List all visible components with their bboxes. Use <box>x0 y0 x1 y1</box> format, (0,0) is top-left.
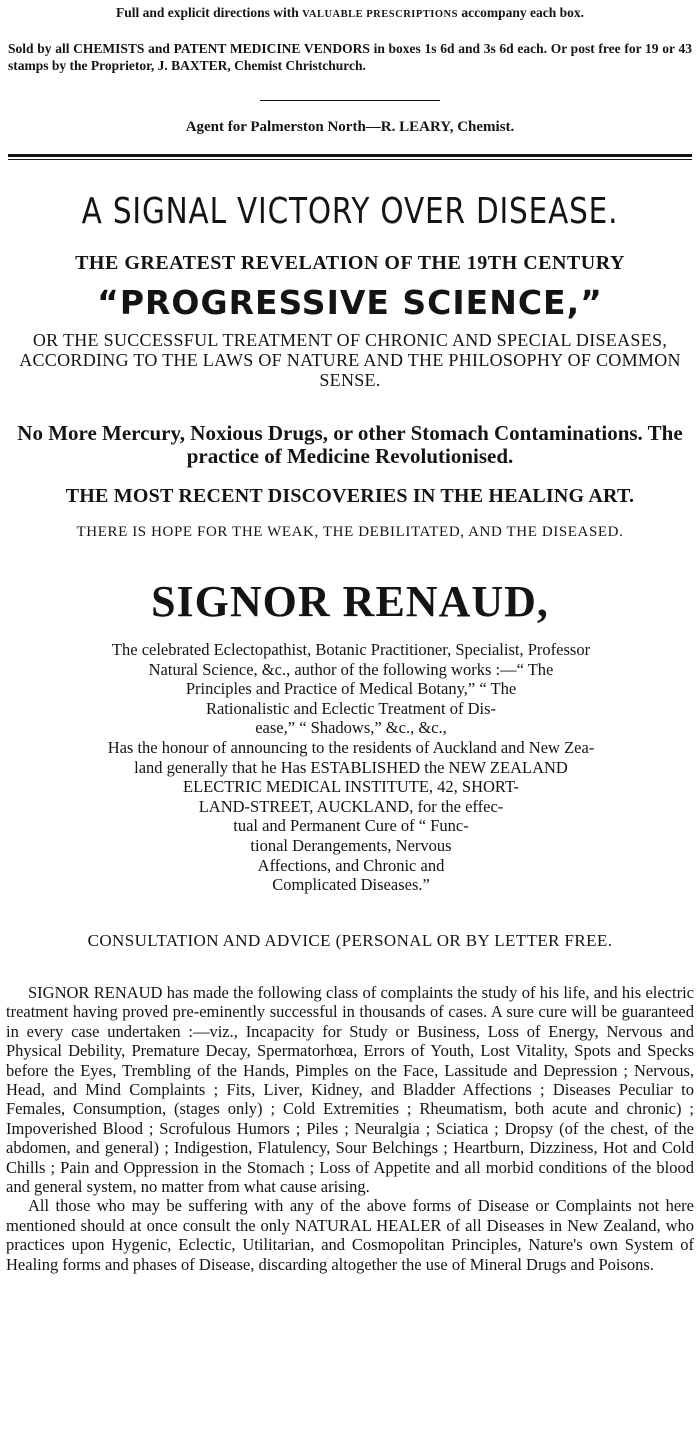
thin-divider <box>8 159 692 160</box>
bio-line: Affections, and Chronic and <box>257 855 445 875</box>
consultation-heading: CONSULTATION AND ADVICE (PERSONAL OR BY LETTER FREE. <box>87 931 613 950</box>
directions-caps: VALUABLE PRESCRIPTIONS <box>302 9 458 20</box>
bio-line: Complicated Diseases.” <box>272 875 430 895</box>
directions-pre: Full and explicit directions with <box>116 5 299 20</box>
progressive-science-title: “PROGRESSIVE SCIENCE,” <box>97 283 603 322</box>
complaints-paragraph: SIGNOR RENAUD has made the following class of complaints the study of his life, and his electric treatment having proved pre-eminently successful in thousands of cases. A sure cure will be guaranteed in every case undertaken :—viz., Incapacity for Study or Business, Loss of Energy, Nervous and Physical Debility, Premature Decay, Spermatorhœa, Errors of Youth, Lost Vitality, Spots and Specks before the Eyes, Trembling of the Hands, Pimples on the Face, Lassitude and Depression ; Nervous, Head, and Mind Complaints ; Fits, Liver, Kidney, and Bladder Affections ; Diseases Peculiar to Females, Consumption, (stages only) ; Cold Extremities ; Rheumatism, both acute and chronic) ; Impoverished Blood ; Scrofulous Humors ; Piles ; Neuralgia ; Sciatica ; Dropsy (of the chest, of the abdomen, and general) ; Indigestion, Flatulency, Sour Belchings ; Heartburn, Dizziness, Hot and Cold Chills ; Pain and Oppression in the Stomach ; Loss of Appetite and all morbid conditions of the blood and general system, no matter from what cause arising. <box>6 983 694 1197</box>
bio-line: The celebrated Eclectopathist, Botanic Practitioner, Specialist, Professor <box>111 640 591 659</box>
bio-line: tual and Permanent Cure of “ Func- <box>233 816 469 836</box>
bio-line: Principles and Practice of Medical Botany,” “ The <box>185 679 517 699</box>
bio-line: ELECTRIC MEDICAL INSTITUTE, 42, SHORT- <box>182 777 520 797</box>
short-divider <box>260 100 440 101</box>
recent-discoveries-line: THE MOST RECENT DISCOVERIES IN THE HEALING ART. <box>65 485 635 507</box>
hope-line: THERE IS HOPE FOR THE WEAK, THE DEBILITATED, AND THE DISEASED. <box>76 524 624 540</box>
advert-body <box>6 983 694 1274</box>
revelation-line: THE GREATEST REVELATION OF THE 19TH CENTURY <box>75 252 625 274</box>
agent-notice: Agent for Palmerston North—R. LEARY, Chemist. <box>185 119 515 135</box>
bio-line: LAND-STREET, AUCKLAND, for the effec- <box>198 796 504 816</box>
natural-healer-paragraph: All those who may be suffering with any of the above forms of Disease or Complaints not here mentioned should at once consult the only NATURAL HEALER of all Diseases in New Zealand, who practices upon Hygenic, Eclectic, Utilitarian, and Cosmopolitan Principles, Nature's own System of Healing forms and phases of Disease, discarding altogether the use of Mineral Drugs and Poisons. <box>6 1196 694 1274</box>
bio-line: Has the honour of announcing to the residents of Auckland and New Zea- <box>107 737 595 757</box>
directions-line <box>10 4 690 24</box>
bio-line: ease,” “ Shadows,” &c., &c., <box>255 718 447 738</box>
directions-post: accompany each box. <box>461 5 584 20</box>
bio-line: land generally that he Has ESTABLISHED the NEW ZEALAND <box>134 757 568 777</box>
no-mercury-line: No More Mercury, Noxious Drugs, or other Stomach Contaminations. The practice of Medicine Revolutionised. <box>17 421 683 468</box>
heavy-divider <box>8 154 692 157</box>
treatment-subtitle: OR THE SUCCESSFUL TREATMENT OF CHRONIC AND SPECIAL DISEASES, ACCORDING TO THE LAWS OF NATURE AND THE PHILOSOPHY OF COMMON SENSE. <box>19 330 681 390</box>
renaud-biography <box>6 640 696 895</box>
signor-renaud-name: SIGNOR RENAUD, <box>151 577 549 626</box>
bio-line: Natural Science, &c., author of the following works :—“ The <box>148 659 554 679</box>
headline: A SIGNAL VICTORY OVER DISEASE. <box>81 191 619 232</box>
bio-line: Rationalistic and Eclectic Treatment of Dis- <box>205 698 497 718</box>
sold-by-notice: Sold by all CHEMISTS and PATENT MEDICINE VENDORS in boxes 1s 6d and 3s 6d each. Or post free for 19 or 43 stamps by the Proprietor, J. BAXTER, Chemist Christchurch. <box>8 41 692 73</box>
bio-line: tional Derangements, Nervous <box>250 835 452 855</box>
